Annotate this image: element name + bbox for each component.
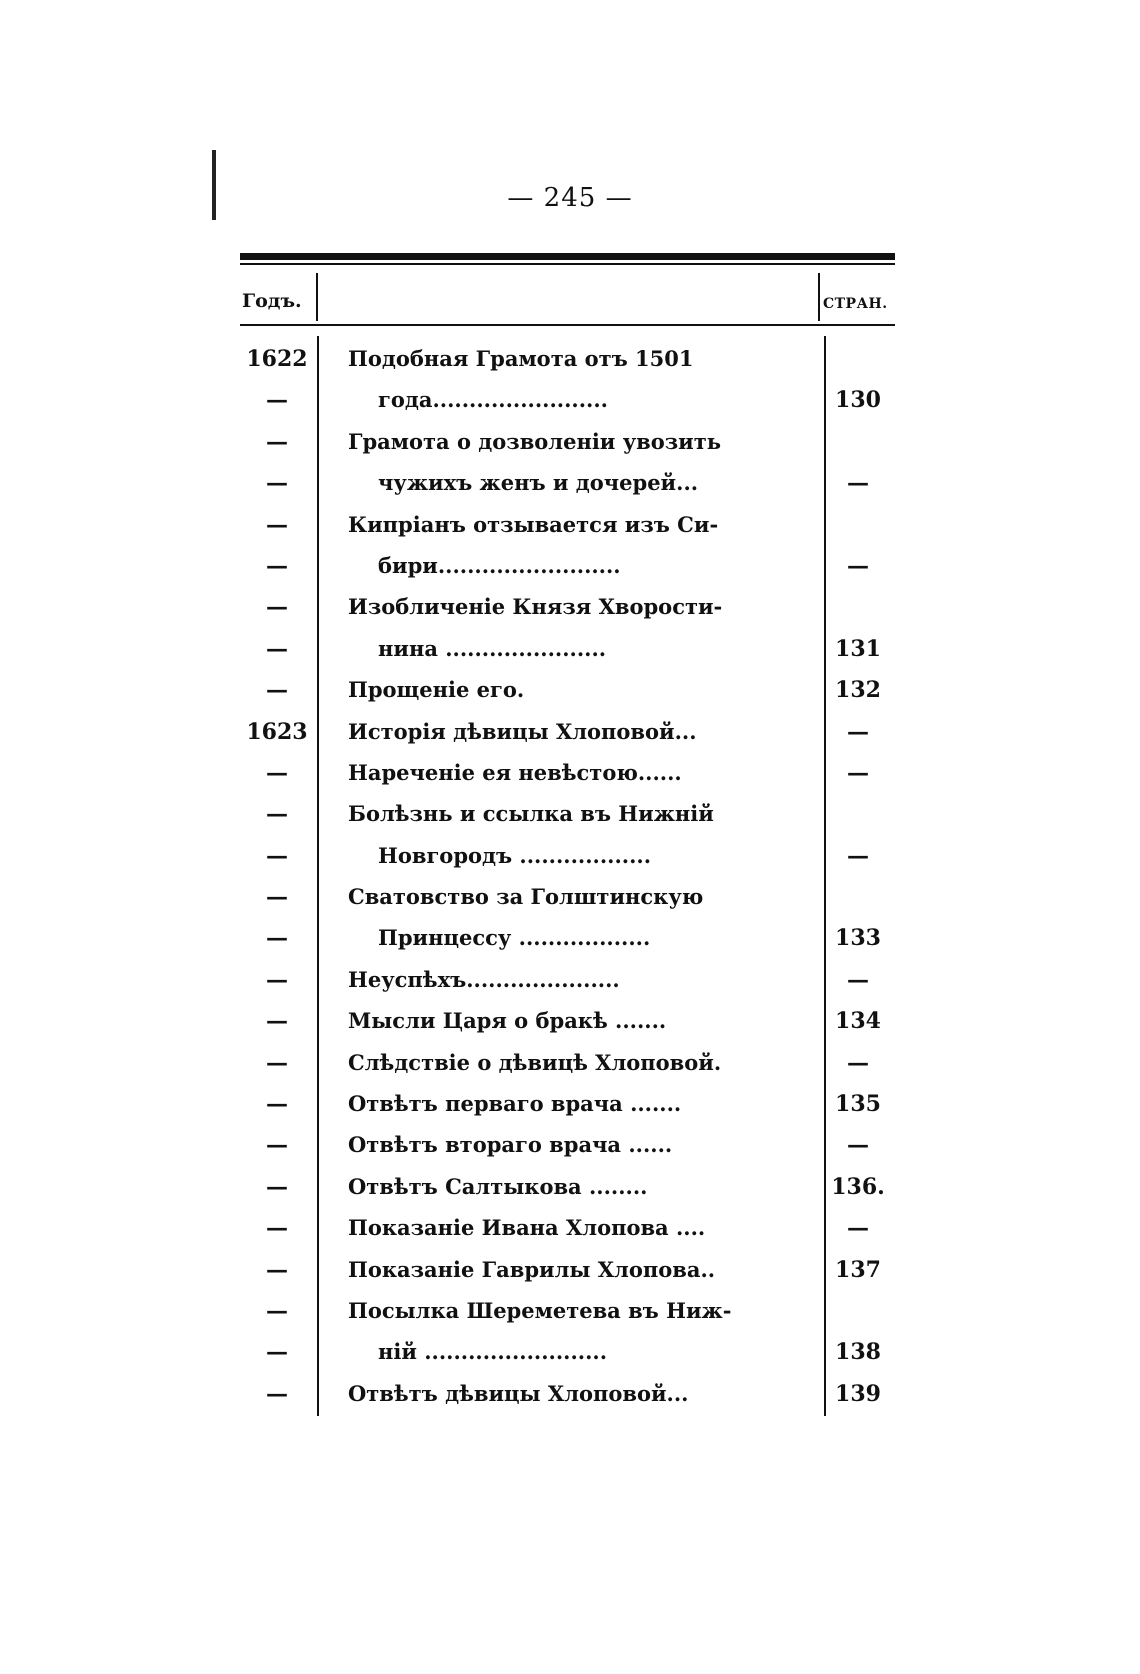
row-year: —	[266, 1091, 288, 1118]
row-year: —	[266, 966, 288, 993]
table-row	[240, 1375, 900, 1416]
row-page: 133	[835, 925, 881, 952]
table-row	[240, 671, 900, 712]
row-year: —	[266, 635, 288, 662]
header-divider-right	[818, 273, 820, 321]
row-title: Исторія дѣвицы Хлоповой...	[348, 718, 697, 744]
row-page: —	[847, 718, 869, 745]
table-row	[240, 1168, 900, 1209]
row-year: —	[266, 428, 288, 455]
row-title: Грамота о дозволеніи увозить	[348, 428, 721, 454]
row-title: Изобличеніе Князя Хворости-	[348, 594, 723, 620]
row-title: бири.........................	[378, 552, 621, 578]
table-row	[240, 1251, 900, 1292]
contents-table	[240, 340, 900, 1416]
row-page: 134	[835, 1008, 881, 1035]
row-year: —	[266, 387, 288, 414]
row-year: 1622	[246, 346, 308, 372]
row-year: —	[266, 759, 288, 786]
row-year: —	[266, 677, 288, 704]
table-row	[240, 630, 900, 671]
row-title: нина ......................	[378, 635, 607, 661]
table-row	[240, 1126, 900, 1167]
table-row	[240, 1333, 900, 1374]
header-rule-thin	[240, 263, 895, 265]
row-title: Неуспѣхъ.....................	[348, 966, 620, 992]
table-row	[240, 795, 900, 836]
row-title: чужихъ женъ и дочерей...	[378, 470, 699, 496]
row-page: 136.	[831, 1173, 885, 1200]
row-year: 1623	[246, 718, 308, 745]
row-year: —	[266, 801, 288, 828]
row-page: —	[847, 759, 869, 786]
row-page: —	[847, 1049, 869, 1076]
row-page: —	[847, 552, 869, 579]
page-number: — 245 —	[507, 183, 633, 213]
row-page: 132	[835, 677, 881, 704]
table-row	[240, 919, 900, 960]
table-row	[240, 837, 900, 878]
table-row	[240, 1044, 900, 1085]
table-row	[240, 1085, 900, 1126]
row-year: —	[266, 1339, 288, 1366]
row-title: Показаніе Гаврилы Хлопова..	[348, 1256, 716, 1282]
row-title: Сватовство за Голштинскую	[348, 884, 704, 910]
row-title: ній .........................	[378, 1339, 608, 1365]
table-row	[240, 1292, 900, 1333]
row-page: —	[847, 1215, 869, 1242]
table-row	[240, 506, 900, 547]
header-bottom-rule	[240, 324, 895, 326]
table-row	[240, 754, 900, 795]
row-year: —	[266, 511, 288, 538]
row-title: Новгородъ ..................	[378, 842, 652, 868]
table-row	[240, 464, 900, 505]
row-page: 135	[835, 1091, 881, 1118]
row-year: —	[266, 1256, 288, 1283]
row-year: —	[266, 552, 288, 579]
table-row	[240, 1209, 900, 1250]
row-year: —	[266, 594, 288, 621]
row-title: Прощеніе его.	[348, 677, 525, 703]
column-header-year: Годъ.	[242, 290, 302, 312]
row-year: —	[266, 1380, 288, 1407]
row-page: —	[847, 1132, 869, 1159]
row-year: —	[266, 1049, 288, 1076]
row-page: —	[847, 470, 869, 497]
row-year: —	[266, 1008, 288, 1035]
row-page: —	[847, 842, 869, 869]
row-title: Отвѣтъ дѣвицы Хлоповой...	[348, 1380, 689, 1406]
row-page: 130	[835, 387, 881, 414]
row-year: —	[266, 842, 288, 869]
row-year: —	[266, 1297, 288, 1324]
row-title: Нареченіе ея невѣстою......	[348, 759, 682, 785]
row-year: —	[266, 1173, 288, 1200]
row-title: Посылка Шереметева въ Ниж-	[348, 1297, 732, 1323]
header-rule-thick	[240, 253, 895, 260]
row-title: Кипріанъ отзывается изъ Си-	[348, 511, 719, 537]
column-header-page: СТРАН.	[823, 296, 888, 312]
table-row	[240, 381, 900, 422]
row-year: —	[266, 884, 288, 911]
table-row	[240, 1002, 900, 1043]
row-page: 139	[835, 1380, 881, 1407]
row-title: Отвѣтъ перваго врача .......	[348, 1091, 682, 1117]
row-page: 131	[835, 635, 881, 662]
row-page: —	[847, 966, 869, 993]
table-row	[240, 588, 900, 629]
row-page: 138	[835, 1339, 881, 1366]
row-title: Принцессу ..................	[378, 925, 651, 951]
row-title: Показаніе Ивана Хлопова ....	[348, 1215, 706, 1241]
row-year: —	[266, 1215, 288, 1242]
row-title: Подобная Грамота отъ 1501	[348, 346, 694, 371]
table-row	[240, 961, 900, 1002]
row-page: 137	[835, 1256, 881, 1283]
table-row	[240, 878, 900, 919]
row-title: Слѣдствіе о дѣвицѣ Хлоповой.	[348, 1049, 722, 1075]
table-row	[240, 423, 900, 464]
row-year: —	[266, 470, 288, 497]
row-year: —	[266, 925, 288, 952]
row-title: Болѣзнь и ссылка въ Нижній	[348, 801, 714, 827]
row-title: Мысли Царя о бракѣ .......	[348, 1008, 667, 1034]
row-year: —	[266, 1132, 288, 1159]
row-title: Отвѣтъ Салтыкова ........	[348, 1173, 648, 1199]
table-row	[240, 340, 900, 381]
header-divider-left	[316, 273, 318, 321]
row-title: года........................	[378, 387, 608, 413]
table-row	[240, 547, 900, 588]
row-title: Отвѣтъ втораго врача ......	[348, 1132, 673, 1158]
table-row	[240, 713, 900, 754]
